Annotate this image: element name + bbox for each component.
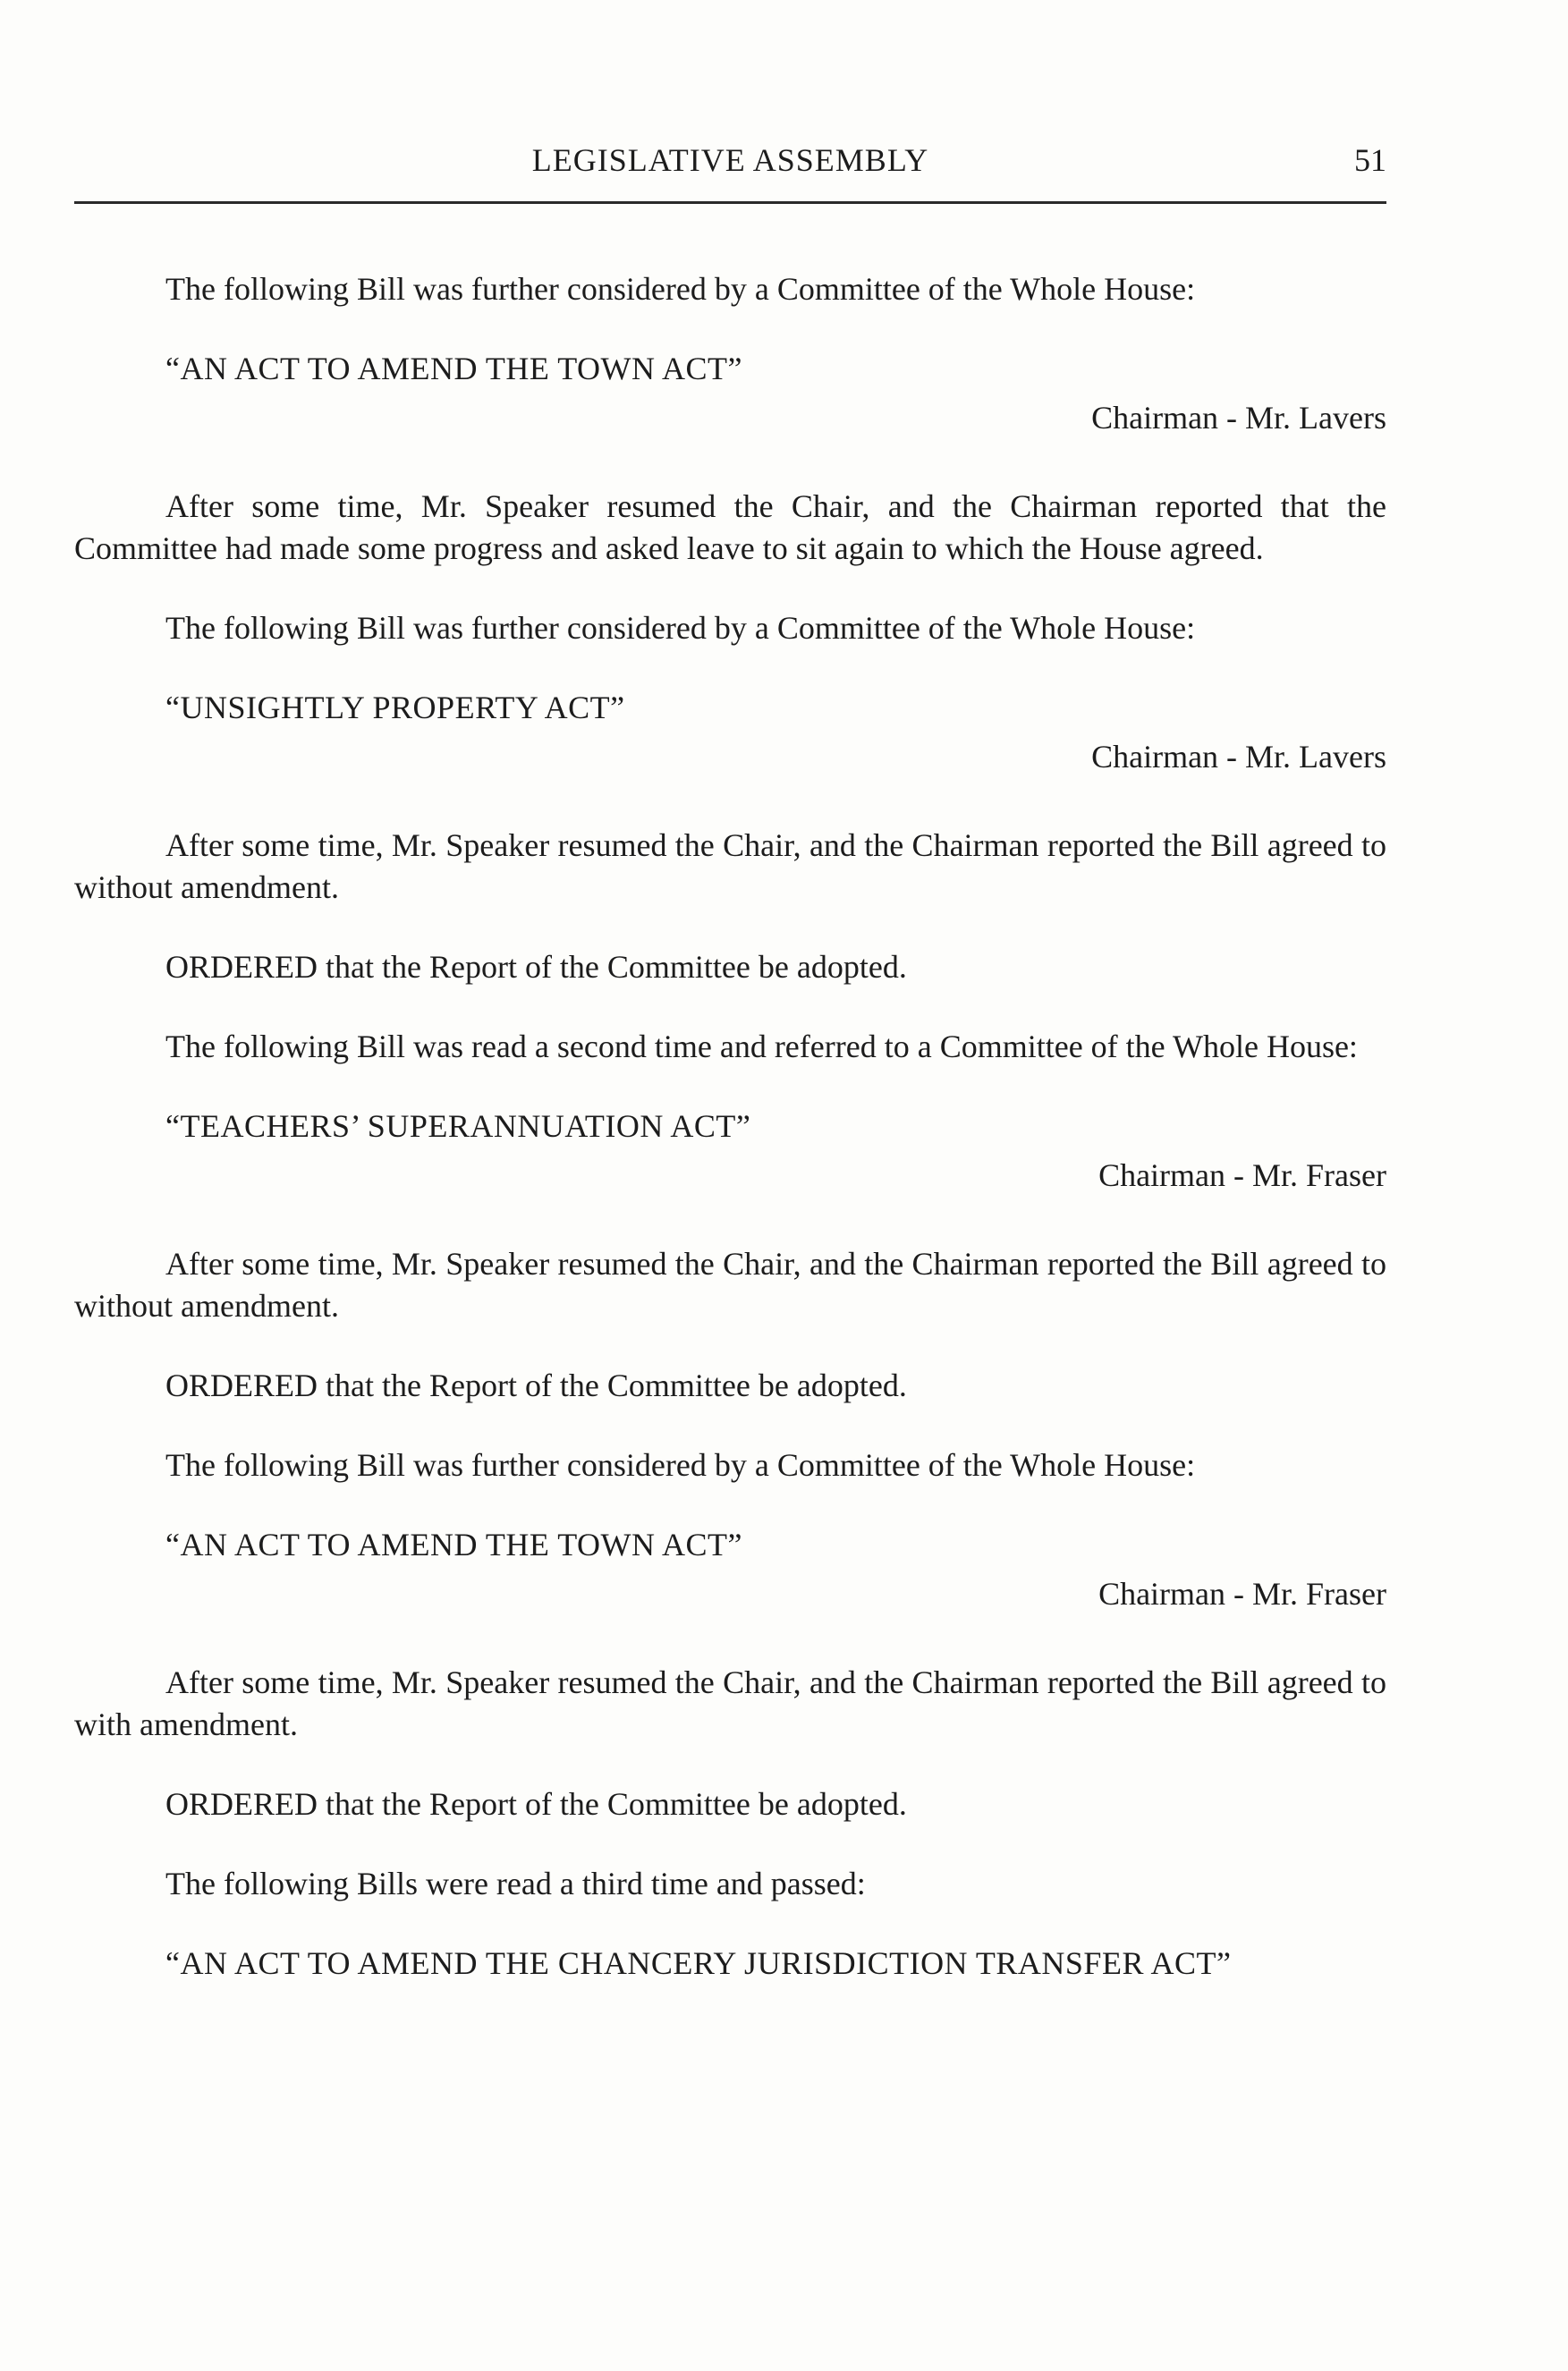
paragraph: The following Bill was further considered by a Committee of the Whole House: xyxy=(165,1447,1196,1483)
ordered-paragraph: ORDERED that the Report of the Committee be adopted. xyxy=(165,1786,907,1822)
chairman-line: Chairman - Mr. Fraser xyxy=(1098,1576,1386,1612)
chairman-line: Chairman - Mr. Fraser xyxy=(1098,1157,1386,1193)
paragraph: The following Bill was further considered by a Committee of the Whole House: xyxy=(165,610,1196,646)
paragraph: After some time, Mr. Speaker resumed the Chair, and the Chairman reported the Bill agreed to without amendment. xyxy=(74,827,1386,905)
page-body xyxy=(74,268,1386,1992)
paragraph: The following Bill was read a second time and referred to a Committee of the Whole House: xyxy=(165,1029,1358,1064)
bill-title: “TEACHERS’ SUPERANNUATION ACT” xyxy=(165,1108,751,1144)
ordered-paragraph: ORDERED that the Report of the Committee be adopted. xyxy=(165,1368,907,1403)
bill-title: “AN ACT TO AMEND THE CHANCERY JURISDICTION TRANSFER ACT” xyxy=(165,1945,1232,1981)
chairman-line: Chairman - Mr. Lavers xyxy=(1091,400,1386,436)
paragraph: The following Bill was further considered by a Committee of the Whole House: xyxy=(165,271,1196,307)
bill-title: “UNSIGHTLY PROPERTY ACT” xyxy=(165,690,625,725)
page-number: 51 xyxy=(1354,142,1386,178)
bill-title: “AN ACT TO AMEND THE TOWN ACT” xyxy=(165,351,743,386)
paragraph: After some time, Mr. Speaker resumed the Chair, and the Chairman reported the Bill agreed to with amendment. xyxy=(74,1664,1386,1742)
paragraph: The following Bills were read a third time and passed: xyxy=(165,1866,866,1901)
paragraph: After some time, Mr. Speaker resumed the Chair, and the Chairman reported that the Committee had made some progress and asked leave to sit again to which the House agreed. xyxy=(74,488,1386,566)
header-rule xyxy=(74,201,1386,204)
page-title: LEGISLATIVE ASSEMBLY xyxy=(531,142,929,178)
paragraph: After some time, Mr. Speaker resumed the Chair, and the Chairman reported the Bill agreed to without amendment. xyxy=(74,1246,1386,1324)
ordered-paragraph: ORDERED that the Report of the Committee be adopted. xyxy=(165,949,907,985)
bill-title: “AN ACT TO AMEND THE TOWN ACT” xyxy=(165,1527,743,1562)
chairman-line: Chairman - Mr. Lavers xyxy=(1091,739,1386,775)
page-header xyxy=(74,141,1386,195)
